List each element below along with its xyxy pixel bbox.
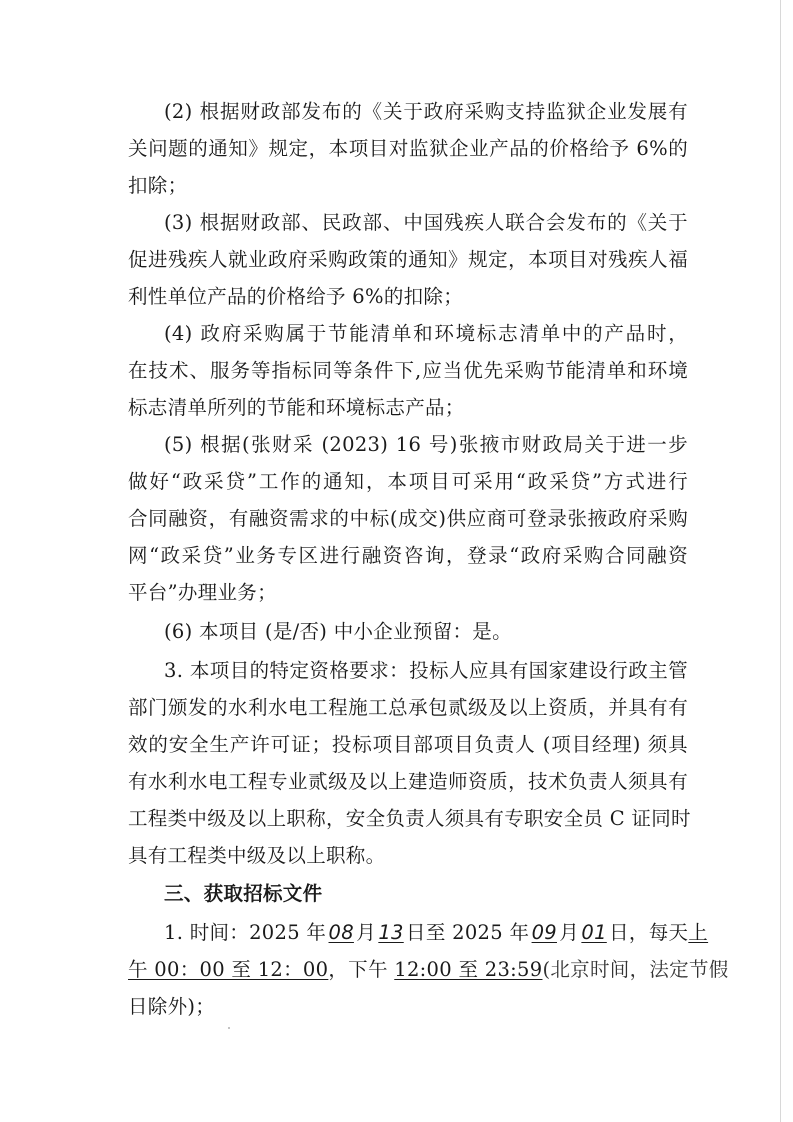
para-5-line-1: (5) 根据(张财采 (2023) 16 号)张掖市财政局关于进一步 [164, 433, 688, 456]
para-3-line-3: 利性单位产品的价格给予 6%的扣除； [128, 285, 464, 308]
para-7-line-4: 有水利水电工程专业贰级及以上建造师资质，技术负责人须具有 [128, 770, 688, 793]
time-mid: 日至 2025 年 [406, 921, 530, 944]
time-line-3: 日除外)； [128, 995, 216, 1018]
pm-period: 12:00 至 23:59 [394, 958, 543, 981]
section-heading: 三、获取招标文件 [164, 882, 323, 905]
time-line-1 [164, 921, 709, 945]
para-4-line-1: (4) 政府采购属于节能清单和环境标志清单中的产品时， [164, 322, 688, 345]
start-month-handwritten: 08 [328, 921, 354, 944]
para-7-line-6: 具有工程类中级及以上职称。 [128, 844, 386, 867]
month-label-1: 月 [356, 921, 377, 944]
time-line-2 [128, 958, 729, 982]
holiday-note-open: (北京时间，法定节假 [542, 958, 729, 981]
para-5-line-2: 做好“政采贷”工作的通知，本项目可采用“政采贷”方式进行 [128, 470, 688, 493]
time-sep: ，下午 [328, 958, 395, 981]
para-5-line-5: 平台”办理业务； [128, 581, 277, 604]
time-prefix: 1. 时间：2025 年 [164, 921, 327, 944]
para-5-line-4: 网“政采贷”业务专区进行融资咨询，登录“政府采购合同融资 [128, 544, 688, 567]
after-day: 日，每天 [609, 921, 689, 944]
am-tail: 上 [688, 921, 709, 944]
end-day-handwritten: 01 [581, 921, 607, 944]
scan-speck [228, 1027, 230, 1029]
para-4-line-2: 在技术、服务等指标同等条件下,应当优先采购节能清单和环境 [128, 359, 688, 382]
para-7-line-2: 部门颁发的水利水电工程施工总承包贰级及以上资质，并具有有 [128, 696, 688, 719]
para-3-line-2: 促进残疾人就业政府采购政策的通知》规定，本项目对残疾人福 [128, 248, 688, 271]
para-2-line-2: 关问题的通知》规定，本项目对监狱企业产品的价格给予 6%的 [128, 137, 688, 160]
para-4-line-3: 标志清单所列的节能和环境标志产品； [128, 396, 465, 419]
para-2-line-3: 扣除； [128, 174, 188, 197]
para-5-line-3: 合同融资，有融资需求的中标(成交)供应商可登录张掖政府采购 [128, 507, 688, 530]
month-label-2: 月 [559, 921, 580, 944]
start-day-handwritten: 13 [378, 921, 404, 944]
para-7-line-1: 3. 本项目的特定资格要求：投标人应具有国家建设行政主管 [164, 659, 688, 682]
end-month-handwritten: 09 [531, 921, 557, 944]
para-6-line-1: (6) 本项目 (是/否) 中小企业预留：是。 [164, 620, 512, 643]
para-7-line-3: 效的安全生产许可证；投标项目部项目负责人 (项目经理) 须具 [128, 733, 688, 756]
scan-edge [780, 0, 781, 1122]
para-7-line-5: 工程类中级及以上职称，安全负责人须具有专职安全员 C 证同时 [128, 807, 691, 830]
para-2-line-1: (2) 根据财政部发布的《关于政府采购支持监狱企业发展有 [164, 100, 688, 123]
para-3-line-1: (3) 根据财政部、民政部、中国残疾人联合会发布的《关于 [164, 211, 688, 234]
am-period: 午 00：00 至 12：00 [128, 958, 329, 981]
